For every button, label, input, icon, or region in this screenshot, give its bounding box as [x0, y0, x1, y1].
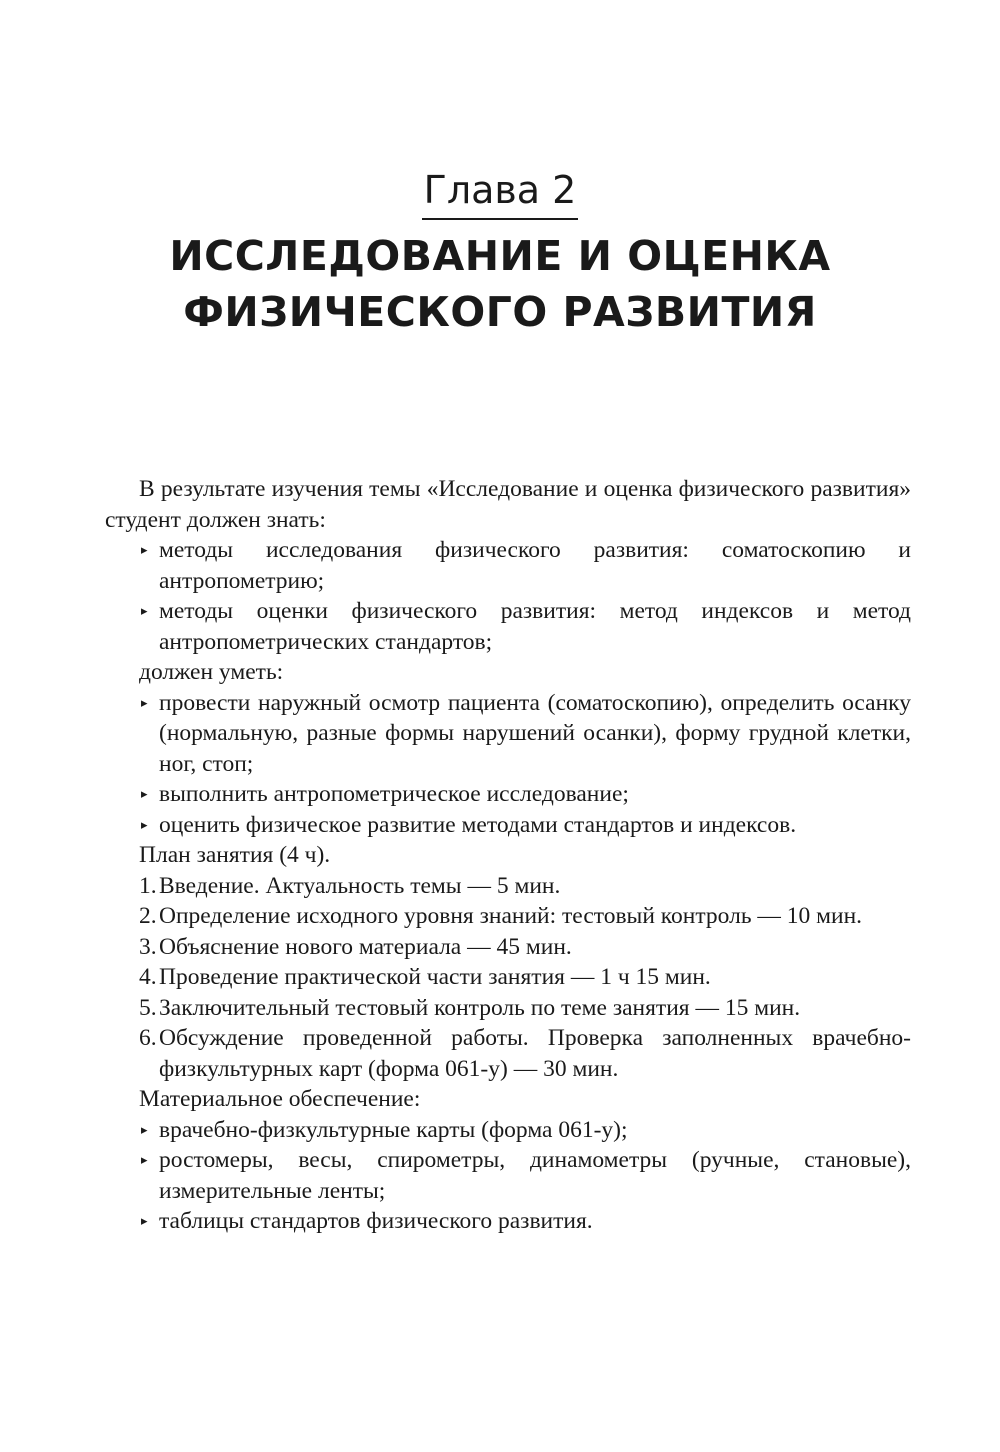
bullet-arrow-icon: ▸ — [141, 1152, 148, 1167]
skill-item-text: провести наружный осмотр пациента (соматоскопию), определить осанку (нормальную, разные формы нарушений осанки), форму грудной клетки, ног, стоп; — [159, 689, 911, 777]
skill-item-text: оценить физическое развитие методами стандартов и индексов. — [159, 811, 797, 838]
chapter-title — [0, 228, 1000, 340]
material-item-text: ростомеры, весы, спирометры, динамометры (ручные, становые), измерительные ленты; — [159, 1147, 911, 1204]
bullet-arrow-icon: ▸ — [141, 1213, 148, 1228]
skill-item-text: выполнить антропометрическое исследование; — [159, 781, 629, 807]
plan-item-text: Определение исходного уровня знаний: тестовый контроль — 10 мин. — [159, 903, 863, 929]
plan-item-text: Заключительный тестовый контроль по теме занятия — 15 мин. — [159, 994, 801, 1021]
plan-item-number: 6. — [139, 1025, 157, 1051]
bullet-arrow-icon: ▸ — [141, 1121, 148, 1137]
plan-label: План занятия (4 ч). — [139, 842, 331, 868]
plan-item-text: Объяснение нового материала — 45 мин. — [159, 933, 572, 960]
bullet-arrow-icon: ▸ — [141, 603, 148, 618]
bullet-arrow-icon: ▸ — [141, 816, 148, 832]
plan-item — [105, 932, 911, 963]
plan-item — [105, 993, 911, 1024]
plan-item — [105, 962, 911, 993]
list-item — [105, 596, 911, 657]
know-item-text: методы исследования физического развития: соматоскопию и антропометрию; — [159, 537, 911, 594]
plan-item-number: 3. — [139, 933, 157, 960]
list-item — [105, 535, 911, 596]
list-item — [105, 810, 911, 841]
list-item — [105, 1115, 911, 1146]
material-item-text: таблицы стандартов физического развития. — [159, 1208, 593, 1234]
chapter-number: Глава 2 — [422, 166, 579, 220]
plan-item-number: 5. — [139, 994, 157, 1021]
list-item — [105, 779, 911, 810]
material-item-text: врачебно-физкультурные карты (форма 061-у); — [159, 1116, 628, 1143]
list-item — [105, 1206, 911, 1237]
know-item-text: методы оценки физического развития: метод индексов и метод антропометрических стандартов; — [159, 598, 911, 655]
chapter-label — [0, 166, 1000, 220]
plan-item-number: 2. — [139, 903, 157, 929]
intro-paragraph: В результате изучения темы «Исследование и оценка физического развития» студент должен знать: — [105, 476, 911, 533]
plan-item — [105, 871, 911, 902]
bullet-arrow-icon: ▸ — [141, 542, 148, 557]
plan-item — [105, 1023, 911, 1084]
chapter-title-line-2: ФИЗИЧЕСКОГО РАЗВИТИЯ — [183, 288, 817, 336]
plan-item-text: Проведение практической части занятия — 1 ч 15 мин. — [159, 964, 711, 990]
must-do-label: должен уметь: — [139, 659, 284, 685]
chapter-title-line-1: ИССЛЕДОВАНИЕ И ОЦЕНКА — [169, 232, 831, 280]
plan-item — [105, 901, 911, 932]
bullet-arrow-icon: ▸ — [141, 786, 148, 801]
list-item — [105, 688, 911, 780]
materials-label: Материальное обеспечение: — [139, 1086, 421, 1112]
plan-item-number: 4. — [139, 964, 157, 990]
plan-item-text: Введение. Актуальность темы — 5 мин. — [159, 872, 561, 899]
list-item — [105, 1145, 911, 1206]
bullet-arrow-icon: ▸ — [141, 694, 148, 710]
chapter-body — [105, 474, 911, 1237]
plan-item-text: Обсуждение проведенной работы. Проверка заполненных врачебно-физкультурных карт (форма 061-у) — 30 мин. — [159, 1025, 911, 1082]
plan-item-number: 1. — [139, 872, 157, 899]
